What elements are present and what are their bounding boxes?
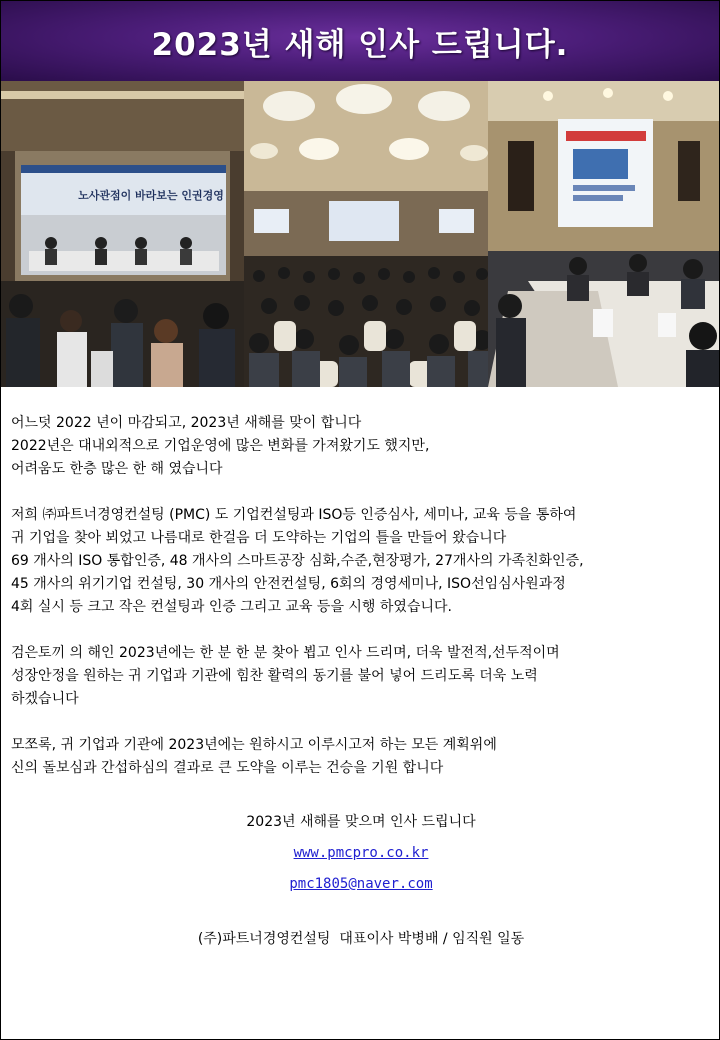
photo-collage — [1, 81, 719, 387]
body-line: 4회 실시 등 크고 작은 컨설팅과 인증 그리고 교육 등을 시행 하였습니다. — [11, 599, 452, 615]
body-line: 어느덧 2022 년이 마감되고, 2023년 새해를 맞이 합니다 — [11, 415, 362, 431]
closing-greeting: 2023년 새해를 맞으며 인사 드립니다 — [246, 814, 476, 830]
body-line: 모쪼록, 귀 기업과 기관에 2023년에는 원하시고 이루시고저 하는 모든 계획위에 — [11, 737, 497, 753]
body-line: 귀 기업을 찾아 뵈었고 나름대로 한걸음 더 도약하는 기업의 틀을 만들어 왔습니다 — [11, 530, 507, 546]
signature: (주)파트너경영컨설팅 대표이사 박병배 / 임직원 일동 — [197, 931, 525, 947]
body-line: 저희 ㈜파트너경영컨설팅 (PMC) 도 기업컨설팅과 ISO등 인증심사, 세미나, 교육 등을 통하여 — [11, 507, 577, 523]
body-line: 검은토끼 의 해인 2023년에는 한 분 한 분 찾아 뵙고 인사 드리며, 더욱 발전적,선두적이며 — [11, 645, 560, 661]
body-line: 성장안정을 원하는 귀 기업과 기관에 힘찬 활력의 동기를 불어 넣어 드리도록 더욱 노력 — [11, 668, 538, 684]
body-line: 45 개사의 위기기업 컨설팅, 30 개사의 안전컨설팅, 6회의 경영세미나, ISO선임심사원과정 — [11, 576, 566, 592]
photo-ballroom-audience — [244, 81, 488, 387]
body-line: 하겠습니다 — [11, 691, 79, 707]
banner-title: 2023년 새해 인사 드립니다. — [151, 26, 569, 63]
email-link[interactable]: pmc1805@naver.com — [289, 876, 433, 892]
photo-meeting-room — [488, 81, 719, 387]
website-link[interactable]: www.pmcpro.co.kr — [293, 845, 429, 861]
body-line: 2022년은 대내외적으로 기업운영에 많은 변화를 가져왔기도 했지만, — [11, 438, 430, 454]
photo-panel-discussion — [1, 81, 244, 387]
body-line: 어려움도 한층 많은 한 해 였습니다 — [11, 461, 223, 477]
letter-body — [11, 412, 711, 951]
header-banner — [1, 1, 719, 81]
body-line: 신의 돌보심과 간섭하심의 결과로 큰 도약을 이루는 건승을 기원 합니다 — [11, 760, 444, 776]
stage-banner-text: 노사관점이 바라보는 인권경영 — [78, 189, 224, 202]
body-line: 69 개사의 ISO 통합인증, 48 개사의 스마트공장 심화,수준,현장평가, 27개사의 가족친화인증, — [11, 553, 584, 569]
